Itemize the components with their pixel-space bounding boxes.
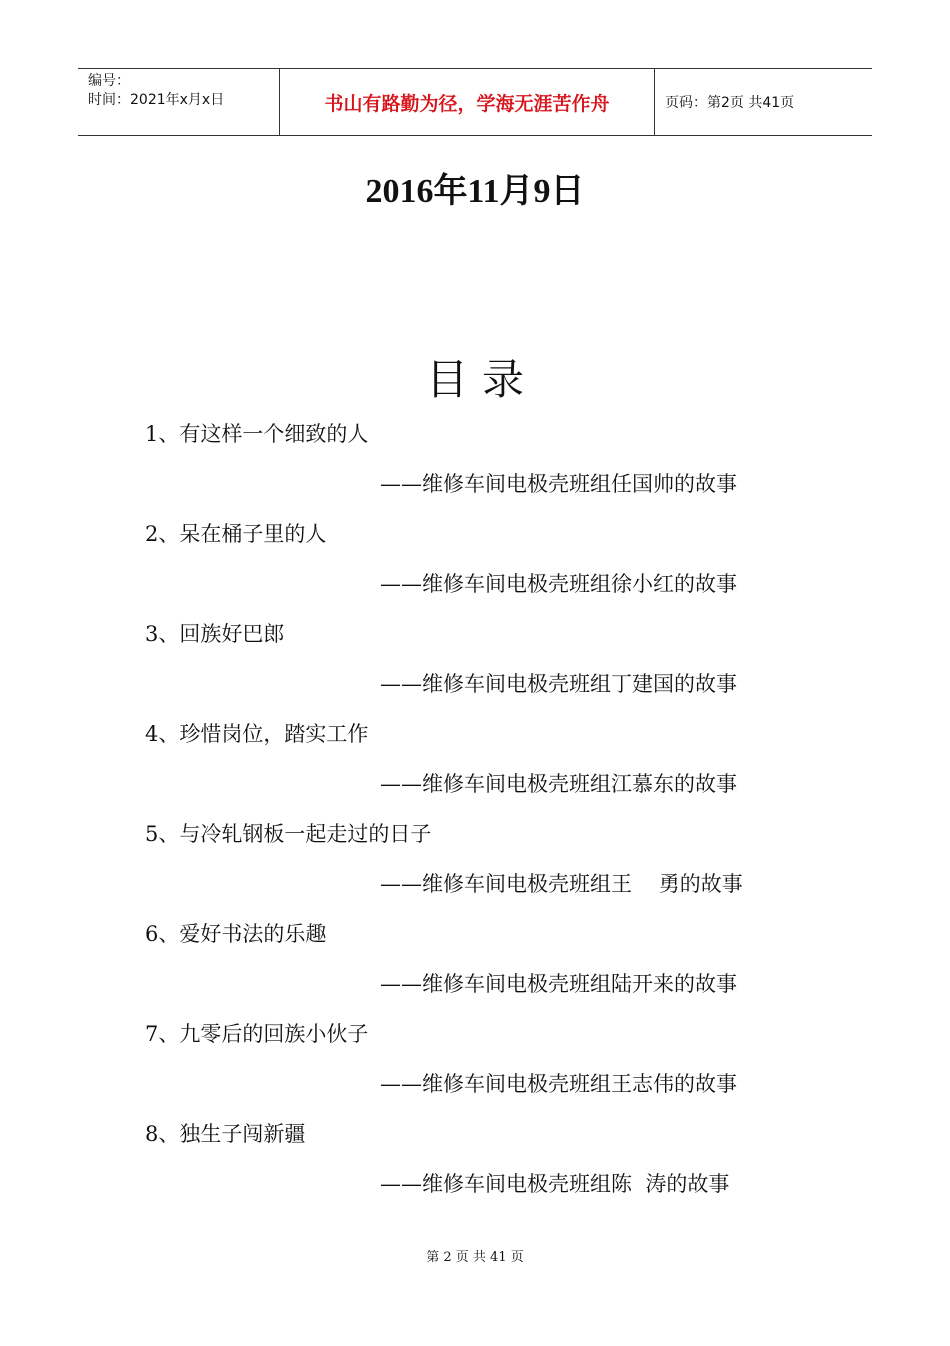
toc-entry-number: 8、 <box>145 1122 180 1146</box>
toc-entry-number: 7、 <box>145 1022 180 1046</box>
toc-entry-number: 4、 <box>145 722 180 746</box>
toc-item-8 <box>0 1120 950 1220</box>
toc-item-4 <box>0 720 950 820</box>
toc-entry-title[interactable] <box>145 820 431 848</box>
toc-entry-number: 6、 <box>145 922 180 946</box>
toc-entry-number: 3、 <box>145 622 180 646</box>
toc-entry-text: 爱好书法的乐趣 <box>179 922 327 946</box>
toc-title: 目录 <box>425 355 538 404</box>
toc-entry-text: 回族好巴郎 <box>179 622 285 646</box>
toc-entry-subtitle: ——维修车间电极壳班组任国帅的故事 <box>380 472 737 496</box>
toc-entry-number: 1、 <box>145 422 180 446</box>
toc-entry-text: 与冷轧钢板一起走过的日子 <box>179 822 432 846</box>
document-number-label: 编号： <box>88 73 130 89</box>
toc-entry-subtitle: ——维修车间电极壳班组陈 涛的故事 <box>380 1172 730 1196</box>
date-heading: 2016年11月9日 <box>365 173 585 210</box>
toc-entry-title[interactable] <box>145 1020 368 1048</box>
toc-entry-title[interactable] <box>145 1120 305 1148</box>
page-footer: 第 2 页 共 41 页 <box>426 1250 524 1265</box>
toc-item-2 <box>0 520 950 620</box>
toc-entry-text: 九零后的回族小伙子 <box>179 1022 369 1046</box>
toc-item-6 <box>0 920 950 1020</box>
toc-item-3 <box>0 620 950 720</box>
header-motto-cell <box>280 69 655 135</box>
toc-item-7 <box>0 1020 950 1120</box>
toc-entry-subtitle: ——维修车间电极壳班组王志伟的故事 <box>380 1072 737 1096</box>
toc-entry-title[interactable] <box>145 720 368 748</box>
toc-entry-number: 5、 <box>145 822 180 846</box>
toc-item-5 <box>0 820 950 920</box>
toc-entry-subtitle: ——维修车间电极壳班组江慕东的故事 <box>380 772 737 796</box>
toc-entry-subtitle: ——维修车间电极壳班组陆开来的故事 <box>380 972 737 996</box>
header-page-info: 页码：第2页 共41页 <box>665 95 795 111</box>
toc-entry-title[interactable] <box>145 420 368 448</box>
header-meta-cell <box>78 69 280 135</box>
header-motto: 书山有路勤为径，学海无涯苦作舟 <box>324 92 610 115</box>
toc-entry-text: 独生子闯新疆 <box>179 1122 306 1146</box>
header-page-cell <box>655 69 872 135</box>
toc-entry-text: 有这样一个细致的人 <box>179 422 369 446</box>
toc-entry-subtitle: ——维修车间电极壳班组王 勇的故事 <box>380 872 743 896</box>
toc-entry-text: 呆在桶子里的人 <box>179 522 327 546</box>
table-of-contents <box>0 420 950 1220</box>
toc-entry-number: 2、 <box>145 522 180 546</box>
page-header <box>78 68 872 136</box>
toc-entry-subtitle: ——维修车间电极壳班组徐小红的故事 <box>380 572 737 596</box>
toc-entry-title[interactable] <box>145 620 284 648</box>
document-time-label: 时间：2021年x月x日 <box>88 92 225 108</box>
toc-entry-title[interactable] <box>145 920 326 948</box>
toc-entry-text: 珍惜岗位，踏实工作 <box>179 722 369 746</box>
toc-entry-title[interactable] <box>145 520 326 548</box>
toc-entry-subtitle: ——维修车间电极壳班组丁建国的故事 <box>380 672 737 696</box>
toc-item-1 <box>0 420 950 520</box>
